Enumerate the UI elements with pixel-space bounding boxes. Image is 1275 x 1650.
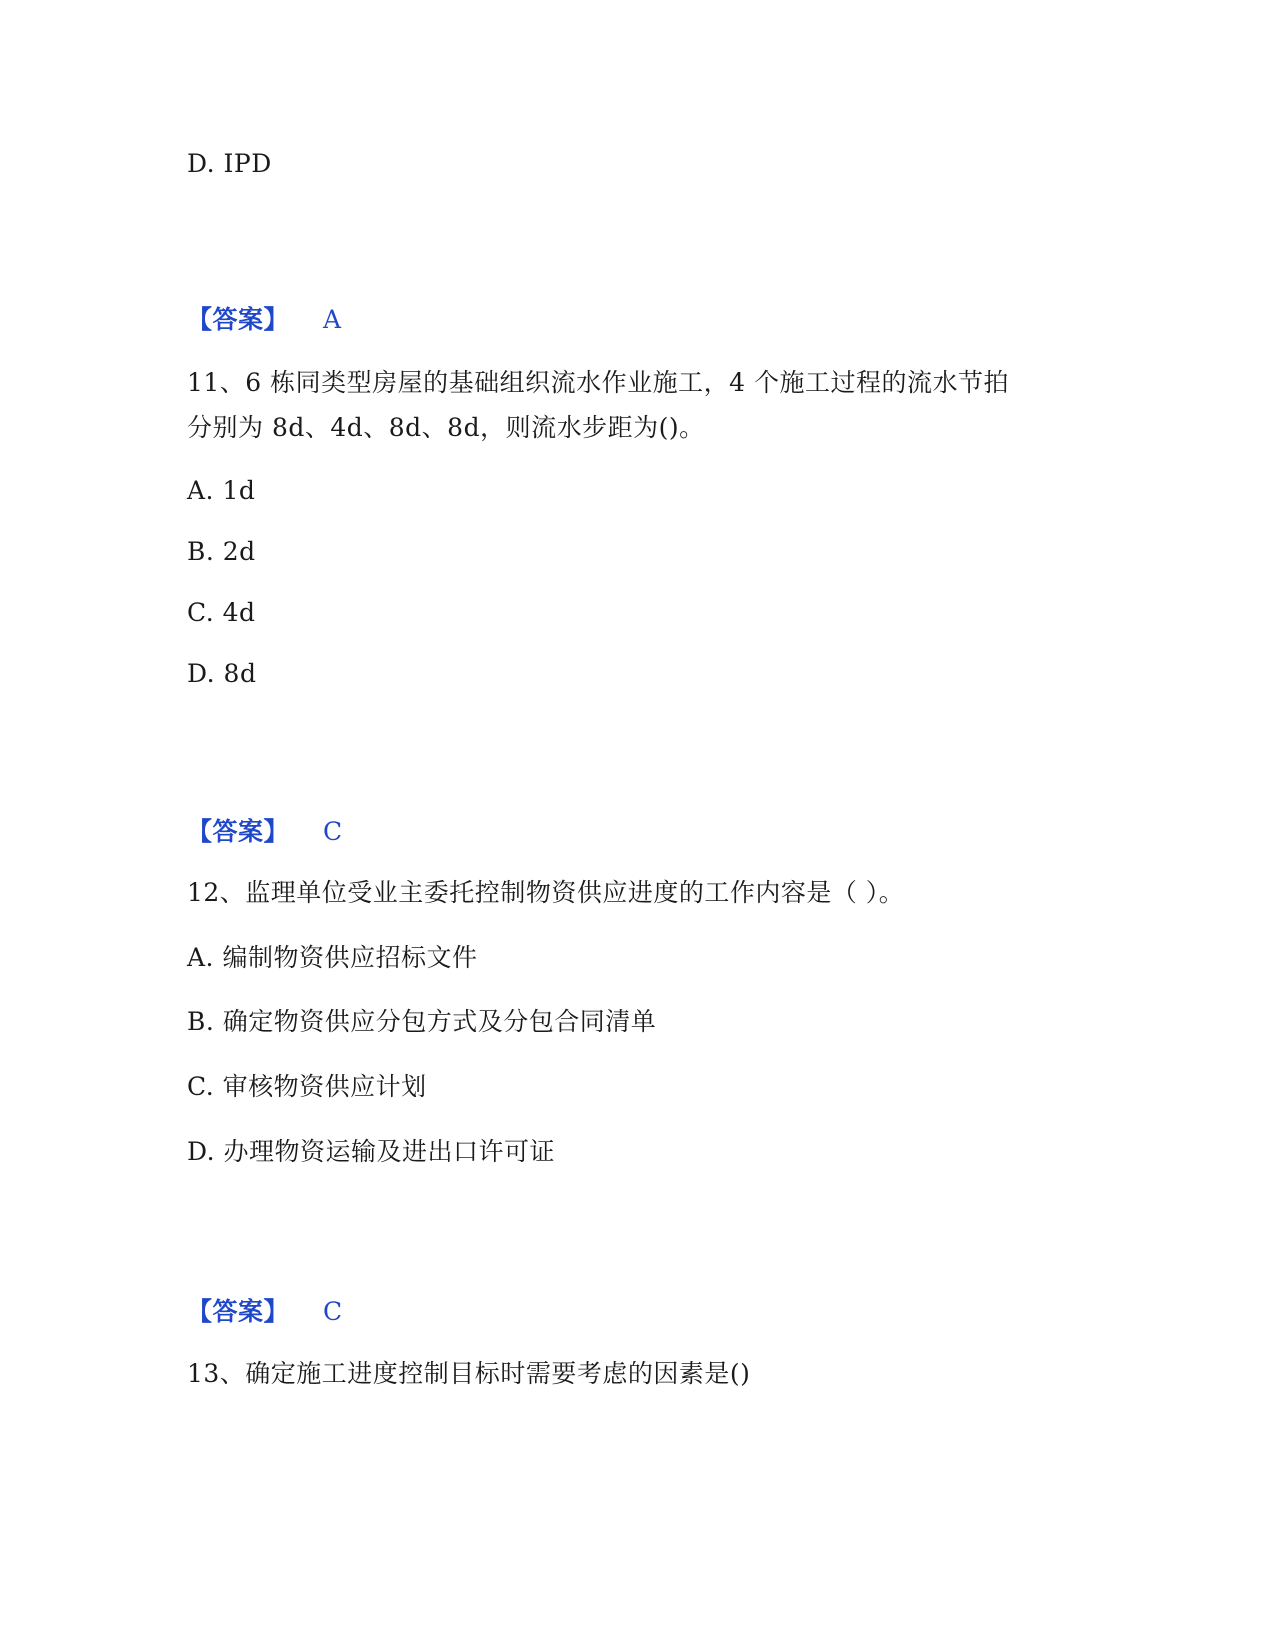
answer-value: C	[323, 817, 343, 846]
question-12-option-b: B. 确定物资供应分包方式及分包合同清单	[187, 1007, 657, 1036]
question-11-option-d: D. 8d	[187, 659, 257, 688]
question-12-option-a: A. 编制物资供应招标文件	[187, 943, 478, 972]
answer-tag: 【答案】	[187, 817, 290, 846]
question-12-line-1: 12、监理单位受业主委托控制物资供应进度的工作内容是（ ）。	[187, 878, 905, 907]
question-11-option-a: A. 1d	[187, 476, 256, 505]
answer-tag: 【答案】	[187, 1297, 290, 1326]
question-11-line-1: 11、6 栋同类型房屋的基础组织流水作业施工，4 个施工过程的流水节拍	[187, 368, 1010, 397]
answer-tag: 【答案】	[187, 305, 290, 334]
question-11-option-c: C. 4d	[187, 598, 256, 627]
question-11-line-2: 分别为 8d、4d、8d、8d，则流水步距为()。	[187, 413, 705, 442]
answer-value: C	[323, 1297, 343, 1326]
question-11-option-b: B. 2d	[187, 537, 256, 566]
answer-12	[187, 1295, 343, 1329]
question-12-option-c: C. 审核物资供应计划	[187, 1072, 427, 1101]
question-12-option-d: D. 办理物资运输及进出口许可证	[187, 1137, 556, 1166]
answer-10	[187, 303, 342, 337]
prev-option-d: D. IPD	[187, 149, 272, 178]
answer-11	[187, 815, 343, 849]
question-13-line-1: 13、确定施工进度控制目标时需要考虑的因素是()	[187, 1359, 751, 1388]
answer-value: A	[323, 305, 342, 334]
